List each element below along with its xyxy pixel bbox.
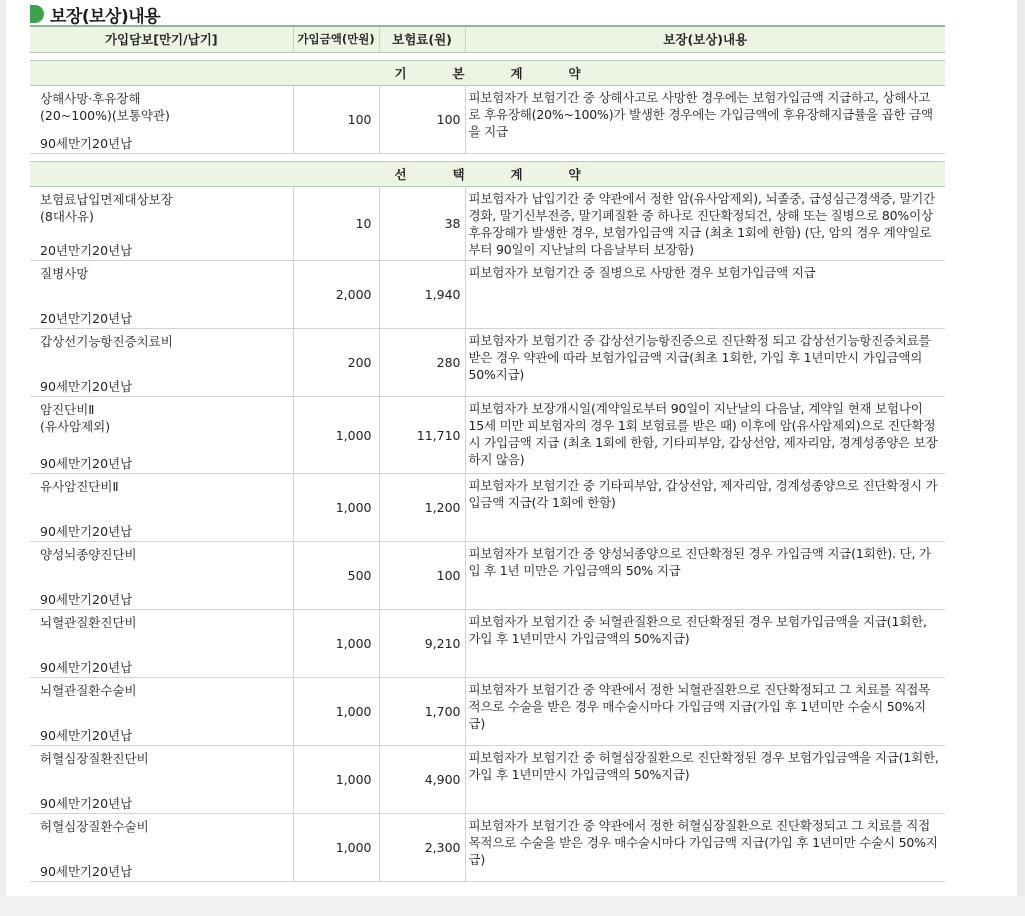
- coverage-name: 유사암진단비Ⅱ: [40, 479, 119, 494]
- coverage-description: 피보험자가 보험기간 중 약관에서 정한 뇌혈관질환으로 진단확정되고 그 치료를 직접목적으로 수술을 받은 경우 매수술시마다 가입금액 지급(가입 후 1년미만 수술시 50%지급): [465, 678, 945, 746]
- coverage-name: 암진단비Ⅱ (유사암제외): [40, 402, 111, 434]
- section-row: [30, 61, 945, 86]
- section-spacer: [30, 154, 945, 162]
- coverage-description: 피보험자가 보험기간 중 약관에서 정한 허혈심장질환으로 진단확정되고 그 치료를 직접목적으로 수술을 받은 경우 매수술시마다 가입금액 지급(가입 후 1년미만 수술시 50%지급): [465, 814, 945, 882]
- coverage-description: 피보험자가 보험기간 중 기타피부암, 갑상선암, 제자리암, 경계성종양으로 진단확정시 가입금액 지급(각 1회에 한함): [465, 474, 945, 542]
- amount-cell: [293, 746, 379, 814]
- premium-value: 1,700: [424, 704, 461, 719]
- amount-value: 500: [347, 568, 372, 583]
- table-row: [30, 678, 945, 746]
- coverage-cell: [30, 746, 293, 814]
- coverage-description: 피보험자가 보험기간 중 질병으로 사망한 경우 보험가입금액 지급: [465, 261, 945, 329]
- section-spacer: [30, 53, 945, 61]
- premium-cell: [379, 329, 465, 397]
- col-header-premium: 보험료(원): [379, 26, 465, 53]
- table-row: [30, 474, 945, 542]
- coverage-term: 90세만기20년납: [40, 136, 133, 151]
- amount-cell: [293, 86, 379, 154]
- amount-cell: [293, 542, 379, 610]
- coverage-cell: [30, 814, 293, 882]
- page-frame-bottom: [0, 896, 1025, 916]
- amount-value: 2,000: [335, 287, 372, 302]
- section-heading: [30, 3, 160, 25]
- coverage-name: 질병사망: [40, 266, 89, 281]
- amount-cell: [293, 610, 379, 678]
- premium-cell: [379, 86, 465, 154]
- premium-value: 9,210: [424, 636, 461, 651]
- coverage-description: 피보험자가 보험기간 중 뇌혈관질환으로 진단확정된 경우 보험가입금액을 지급(1회한, 가입 후 1년미만시 가입금액의 50%지급): [465, 610, 945, 678]
- coverage-description: 피보험자가 보험기간 중 허혈심장질환으로 진단확정된 경우 보험가입금액을 지급(1회한, 가입 후 1년미만시 가입금액의 50%지급): [465, 746, 945, 814]
- amount-value: 100: [347, 112, 372, 127]
- section-title: 보장(보상)내용: [50, 6, 161, 27]
- coverage-name: 뇌혈관질환수술비: [40, 683, 137, 698]
- heading-marker-icon: [30, 5, 44, 23]
- coverage-cell: [30, 610, 293, 678]
- section-label-char: 계: [510, 65, 523, 81]
- coverage-table: [30, 25, 945, 882]
- section-label-char: 기: [394, 65, 407, 81]
- premium-value: 100: [436, 112, 461, 127]
- col-header-content: 보장(보상)내용: [465, 26, 945, 53]
- table-row: [30, 397, 945, 474]
- coverage-cell: [30, 542, 293, 610]
- coverage-description: 피보험자가 보험기간 중 양성뇌종양으로 진단확정된 경우 가입금액 지급(1회한). 단, 가입 후 1년 미만은 가입금액의 50% 지급: [465, 542, 945, 610]
- coverage-term: 20년만기20년납: [40, 243, 133, 258]
- section-label-char: 계: [510, 166, 523, 182]
- premium-cell: [379, 678, 465, 746]
- premium-value: 1,940: [424, 287, 461, 302]
- amount-value: 1,000: [335, 840, 372, 855]
- coverage-name: 갑상선기능항진증치료비: [40, 334, 173, 349]
- coverage-name: 보험료납입면제대상보장 (8대사유): [40, 192, 173, 224]
- table-row: [30, 610, 945, 678]
- premium-value: 280: [436, 355, 461, 370]
- amount-cell: [293, 187, 379, 261]
- coverage-cell: [30, 329, 293, 397]
- amount-cell: [293, 329, 379, 397]
- amount-value: 1,000: [335, 704, 372, 719]
- table-row: [30, 187, 945, 261]
- section-row: [30, 162, 945, 187]
- coverage-term: 90세만기20년납: [40, 660, 133, 675]
- premium-value: 11,710: [416, 427, 461, 443]
- section-label-char: 약: [568, 166, 581, 182]
- amount-cell: [293, 397, 379, 474]
- coverage-sheet: [30, 25, 945, 882]
- coverage-term: 90세만기20년납: [40, 728, 133, 743]
- coverage-term: 90세만기20년납: [40, 456, 133, 471]
- coverage-cell: [30, 187, 293, 261]
- premium-cell: [379, 542, 465, 610]
- premium-value: 38: [444, 216, 461, 231]
- coverage-cell: [30, 397, 293, 474]
- table-row: [30, 542, 945, 610]
- premium-value: 4,900: [424, 772, 461, 787]
- coverage-term: 90세만기20년납: [40, 524, 133, 539]
- amount-cell: [293, 814, 379, 882]
- coverage-description: 피보험자가 보험기간 중 상해사고로 사망한 경우에는 보험가입금액 지급하고, 상해사고로 후유장해(20%~100%)가 발생한 경우에는 가입금액에 후유장해지급률을 곱한 금액을 지급: [465, 86, 945, 154]
- section-label: [30, 61, 945, 86]
- coverage-term: 20년만기20년납: [40, 311, 133, 326]
- coverage-term: 90세만기20년납: [40, 796, 133, 811]
- coverage-cell: [30, 474, 293, 542]
- amount-value: 1,000: [335, 772, 372, 787]
- table-row: [30, 86, 945, 154]
- coverage-description: 피보험자가 보험기간 중 갑상선기능항진증으로 진단확정 되고 갑상선기능항진증치료를 받은 경우 약관에 따라 보험가입금액 지급(최초 1회한, 가입 후 1년미만시 가입금액의 50%지급): [465, 329, 945, 397]
- table-body: [30, 53, 945, 882]
- coverage-cell: [30, 86, 293, 154]
- premium-value: 2,300: [424, 840, 461, 855]
- amount-value: 10: [355, 216, 372, 231]
- premium-cell: [379, 814, 465, 882]
- col-header-amount: 가입금액(만원): [293, 26, 379, 53]
- premium-cell: [379, 397, 465, 474]
- coverage-name: 양성뇌종양진단비: [40, 547, 137, 562]
- col-header-coverage: 가입담보[만기/납기]: [30, 26, 293, 53]
- coverage-name: 상해사망·후유장해 (20~100%)(보통약관): [40, 91, 170, 123]
- amount-value: 200: [347, 355, 372, 370]
- coverage-name: 허혈심장질환수술비: [40, 819, 149, 834]
- premium-value: 1,200: [424, 500, 461, 515]
- amount-value: 1,000: [335, 427, 372, 443]
- coverage-term: 90세만기20년납: [40, 379, 133, 394]
- coverage-term: 90세만기20년납: [40, 864, 133, 879]
- table-row: [30, 329, 945, 397]
- section-label: [30, 162, 945, 187]
- table-row: [30, 814, 945, 882]
- table-row: [30, 746, 945, 814]
- coverage-description: 피보험자가 납입기간 중 약관에서 정한 암(유사암제외), 뇌졸중, 급성심근경색증, 말기간경화, 말기신부전증, 말기폐질환 중 하나로 진단확정되건, 상해 또는 질병으로 80%이상후유장해가 발생한 경우, 보험가입금액 지급 (최초 1회에 한함) (단, 암의 경우 계약일로부터 90일이 지난날의 다음날부터 보장함): [465, 187, 945, 261]
- section-label-char: 본: [452, 65, 465, 81]
- coverage-name: 허혈심장질환진단비: [40, 751, 149, 766]
- coverage-description: 피보험자가 보장개시일(계약일로부터 90일이 지난날의 다음날, 계약일 현재 보험나이 15세 미만 피보험자의 경우 1회 보험료를 받은 때) 이후에 암(유사암제외)으로 진단확정시 가입금액 지급 (최초 1회에 한함, 기타피부암, 갑상선암, 제자리암, 경계성종양은 보장하지 않음): [465, 397, 945, 474]
- amount-value: 1,000: [335, 636, 372, 651]
- coverage-name: 뇌혈관질환진단비: [40, 615, 137, 630]
- coverage-cell: [30, 678, 293, 746]
- coverage-term: 90세만기20년납: [40, 592, 133, 607]
- page-frame-left: [0, 0, 6, 916]
- amount-cell: [293, 261, 379, 329]
- amount-cell: [293, 474, 379, 542]
- section-label-char: 약: [568, 65, 581, 81]
- premium-cell: [379, 261, 465, 329]
- section-label-char: 택: [452, 166, 465, 182]
- premium-cell: [379, 474, 465, 542]
- coverage-cell: [30, 261, 293, 329]
- premium-cell: [379, 610, 465, 678]
- premium-value: 100: [436, 568, 461, 583]
- section-label-char: 선: [394, 166, 407, 182]
- premium-cell: [379, 746, 465, 814]
- amount-value: 1,000: [335, 500, 372, 515]
- page-frame-right: [1017, 0, 1025, 916]
- table-row: [30, 261, 945, 329]
- amount-cell: [293, 678, 379, 746]
- premium-cell: [379, 187, 465, 261]
- table-header-row: [30, 26, 945, 53]
